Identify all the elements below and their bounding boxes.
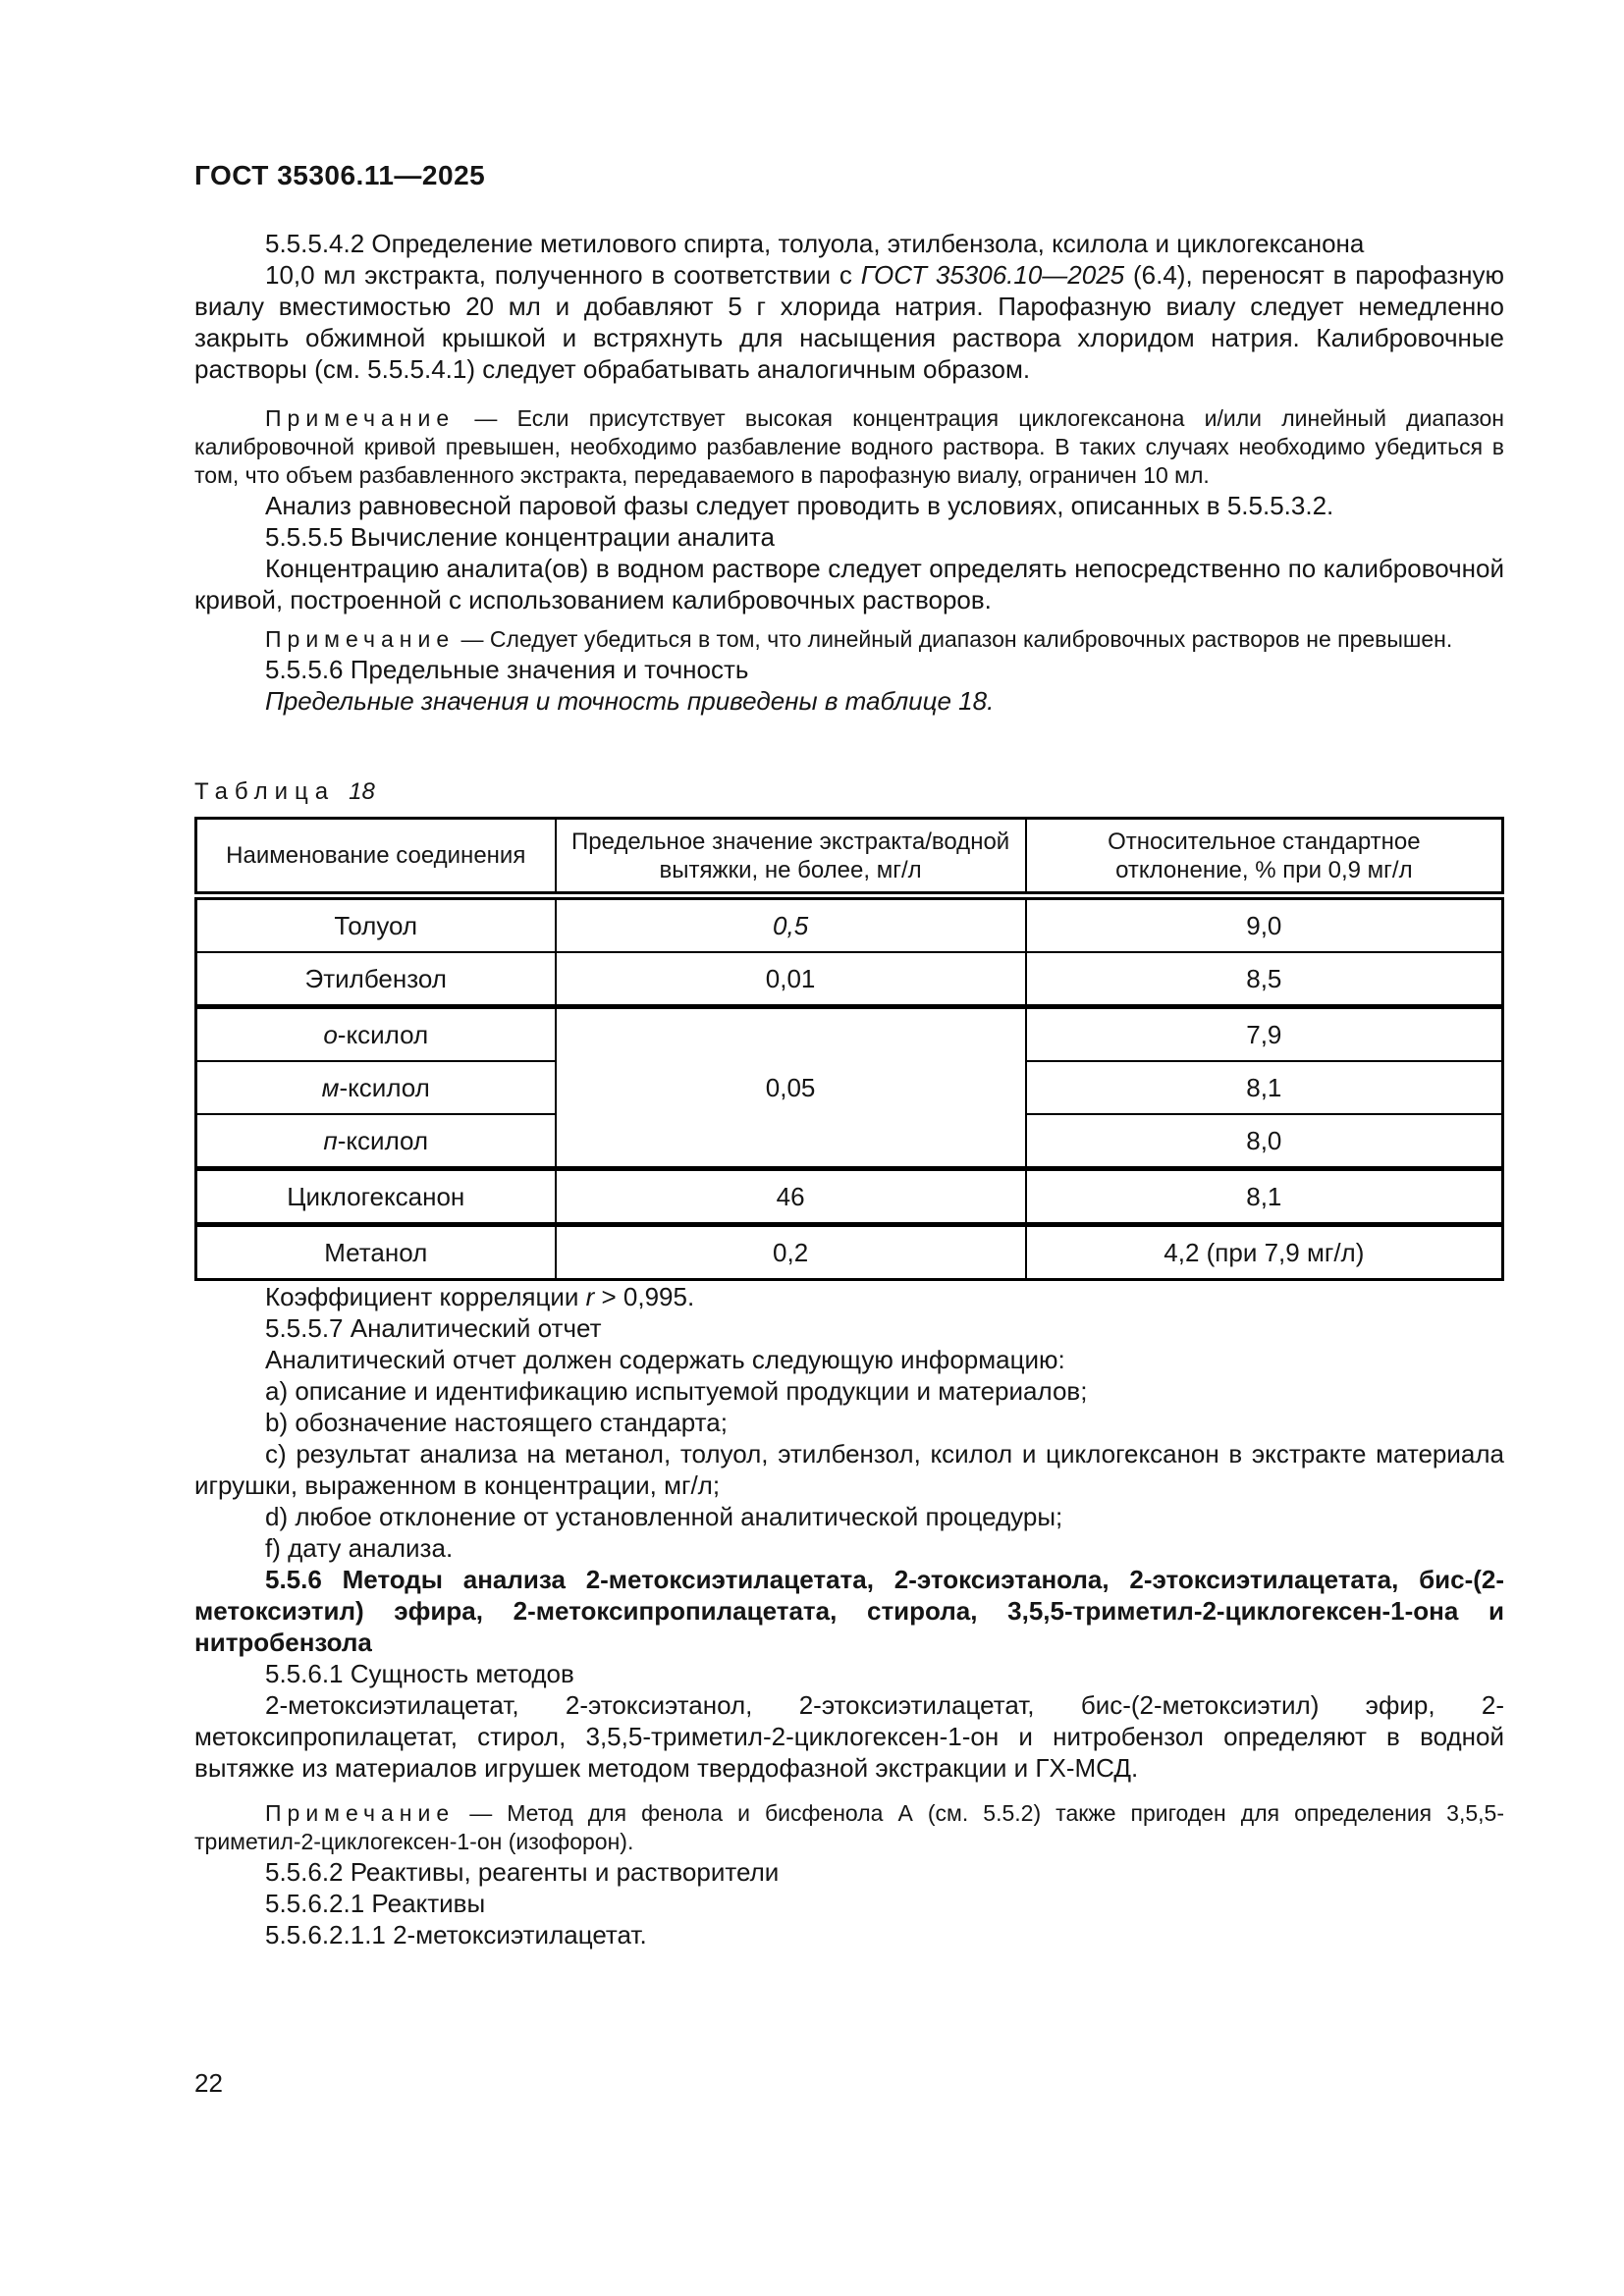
- cell-compound: Метанол: [196, 1225, 556, 1280]
- clause-5.5.6.1-paragraph: 2-метоксиэтилацетат, 2-этоксиэтанол, 2-этоксиэтилацетат, бис-(2-метоксиэтил) эфир, 2-метоксипропилацетат, стирол, 3,5,5-триметил-2-циклогексен-1-он и нитробензол определяют в водной вытяжке из материалов игрушек методом твердофазной экстракции и ГХ-МСД.: [194, 1690, 1504, 1783]
- paragraph-equilibrium: Анализ равновесной паровой фазы следует проводить в условиях, описанных в 5.5.5.3.2.: [265, 491, 1334, 520]
- column-header-compound: Наименование соединения: [196, 819, 556, 896]
- list-item-f: f) дату анализа.: [265, 1533, 454, 1563]
- clause-5.5.5.5-title: 5.5.5.5 Вычисление концентрации аналита: [265, 522, 775, 552]
- text-run: Коэффициент корреляции: [265, 1282, 586, 1311]
- note-label: Примечание: [265, 626, 456, 652]
- table-row-o-xylene: [196, 1007, 1503, 1062]
- list-item-d: d) любое отклонение от установленной аналитической процедуры;: [265, 1502, 1063, 1531]
- note-label: Примечание: [265, 405, 456, 431]
- cell-compound: Циклогексанон: [196, 1169, 556, 1225]
- cell-compound: [196, 1061, 556, 1114]
- table-18-label: [194, 777, 1504, 807]
- table-head: [196, 819, 1503, 896]
- note-label: Примечание: [265, 1800, 456, 1826]
- limit-value-italic: 0,5: [773, 911, 809, 940]
- page-content: [194, 160, 1504, 1950]
- gost-reference: ГОСТ 35306.10—2025: [860, 260, 1125, 290]
- note-2: [194, 625, 1504, 654]
- running-header: ГОСТ 35306.11—2025: [194, 160, 486, 190]
- text-run: > 0,995.: [594, 1282, 695, 1311]
- clause-5.5.5.6-title: 5.5.5.6 Предельные значения и точность: [265, 655, 749, 684]
- paragraph-report-intro: Аналитический отчет должен содержать следующую информацию:: [265, 1345, 1065, 1374]
- table-label-number: 18: [349, 778, 375, 805]
- cell-compound: Толуол: [196, 896, 556, 953]
- cell-compound: [196, 1114, 556, 1169]
- clause-5.5.5.5-paragraph: Концентрацию аналита(ов) в водном растворе следует определять непосредственно по калибровочной кривой, построенной с использованием калибровочных растворов.: [194, 554, 1504, 614]
- cell-limit: 0,01: [556, 952, 1026, 1007]
- note-text: — Если присутствует высокая концентрация циклогексанона и/или линейный диапазон калибровочной кривой превышен, необходимо разбавление водного раствора. В таких случаях необходимо убедиться в том, что объем разбавленного экстракта, передаваемого в парофазную виалу, ограничен 10 мл.: [194, 405, 1504, 488]
- xylene-name: -ксилол: [339, 1073, 430, 1102]
- table-header-row: [196, 819, 1503, 896]
- cell-rsd: 7,9: [1026, 1007, 1503, 1062]
- xylene-prefix: о: [323, 1020, 338, 1049]
- table-row-methanol: [196, 1225, 1503, 1280]
- clause-5.5.6.2.1-title: 5.5.6.2.1 Реактивы: [265, 1889, 486, 1918]
- table-row-cyclohexanone: [196, 1169, 1503, 1225]
- paragraph-correlation: [194, 1281, 1504, 1312]
- page-number: 22: [194, 2068, 223, 2098]
- cell-rsd: 9,0: [1026, 896, 1503, 953]
- note-1: [194, 404, 1504, 490]
- clause-5.5.6.2-title: 5.5.6.2 Реактивы, реагенты и растворители: [265, 1857, 780, 1887]
- clause-5.5.5.4.2-title: 5.5.5.4.2 Определение метилового спирта, толуола, этилбензола, ксилола и циклогексанона: [265, 229, 1365, 258]
- table-label-word: Таблица: [194, 778, 336, 805]
- cell-limit: 0,2: [556, 1225, 1026, 1280]
- column-header-rsd: Относительное стандартное отклонение, % при 0,9 мг/л: [1026, 819, 1503, 896]
- clause-5.5.5.6-paragraph: Предельные значения и точность приведены в таблице 18.: [265, 686, 995, 716]
- cell-rsd: 8,1: [1026, 1169, 1503, 1225]
- text-run: 10,0 мл экстракта, полученного в соответствии с: [265, 260, 861, 290]
- cell-limit: 46: [556, 1169, 1026, 1225]
- cell-rsd: 8,0: [1026, 1114, 1503, 1169]
- cell-limit: [556, 896, 1026, 953]
- cell-compound: [196, 1007, 556, 1062]
- table-18: [194, 817, 1504, 1281]
- xylene-prefix: п: [323, 1126, 338, 1155]
- cell-rsd: 4,2 (при 7,9 мг/л): [1026, 1225, 1503, 1280]
- xylene-name: -ксилол: [337, 1126, 429, 1155]
- cell-compound: Этилбензол: [196, 952, 556, 1007]
- clause-5.5.6.2.1.1-title: 5.5.6.2.1.1 2-метоксиэтилацетат.: [265, 1920, 647, 1949]
- cell-rsd: 8,5: [1026, 952, 1503, 1007]
- table-row-toluene: [196, 896, 1503, 953]
- clause-5.5.6-title: 5.5.6 Методы анализа 2-метоксиэтилацетата, 2-этоксиэтанола, 2-этоксиэтилацетата, бис-(2-метоксиэтил) эфира, 2-метоксипропилацетата, стирола, 3,5,5-триметил-2-циклогексен-1-она и нитробензола: [194, 1565, 1504, 1657]
- clause-5.5.5.7-title: 5.5.5.7 Аналитический отчет: [265, 1313, 602, 1343]
- xylene-name: -ксилол: [337, 1020, 429, 1049]
- list-item-a: a) описание и идентификацию испытуемой продукции и материалов;: [265, 1376, 1088, 1406]
- correlation-symbol: r: [585, 1282, 595, 1311]
- note-3: [194, 1799, 1504, 1856]
- note-text: — Следует убедиться в том, что линейный диапазон калибровочных растворов не превышен.: [455, 626, 1453, 652]
- list-item-c: c) результат анализа на метанол, толуол, этилбензол, ксилол и циклогексанон в экстракте материала игрушки, выраженном в концентрации, мг/л;: [194, 1439, 1504, 1500]
- clause-5.5.6.1-title: 5.5.6.1 Сущность методов: [265, 1659, 574, 1688]
- clause-5.5.5.4.2-paragraph: [194, 259, 1504, 385]
- table-body: [196, 896, 1503, 1280]
- text-run: (6.4), переносят в парофазную виалу вместимостью 20 мл и добавляют 5 г хлорида натрия. Парофазную виалу следует немедленно закрыть обжимной крышкой и встряхнуть для насыщения раствора хлоридом натрия. Калибровочные растворы (см. 5.5.5.4.1) следует обрабатывать аналогичным образом.: [194, 260, 1505, 384]
- xylene-prefix: м: [321, 1073, 340, 1102]
- cell-rsd: 8,1: [1026, 1061, 1503, 1114]
- note-text: — Метод для фенола и бисфенола А (см. 5.5.2) также пригоден для определения 3,5,5-триметил-2-циклогексен-1-он (изофорон).: [194, 1800, 1504, 1854]
- list-item-b: b) обозначение настоящего стандарта;: [265, 1408, 728, 1437]
- cell-limit-merged: 0,05: [556, 1007, 1026, 1169]
- table-row-ethylbenzene: [196, 952, 1503, 1007]
- column-header-limit: Предельное значение экстракта/водной вытяжки, не более, мг/л: [556, 819, 1026, 896]
